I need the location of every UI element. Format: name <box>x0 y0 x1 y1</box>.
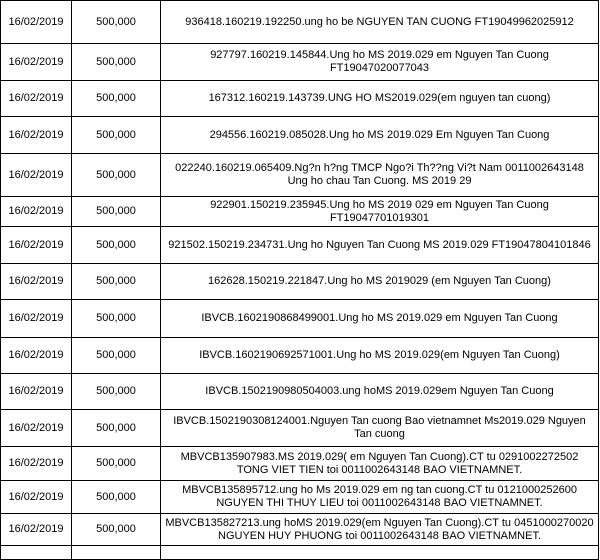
description-cell: 167312.160219.143739.UNG HO MS2019.029(em nguyen tan cuong) <box>161 81 599 117</box>
amount-cell: 500,000 <box>72 227 161 264</box>
description-cell: IBVCB.1602190692571001.Ung ho MS 2019.029(em Nguyen Tan Cuong) <box>161 338 599 374</box>
amount-cell: 500,000 <box>72 197 161 227</box>
amount-cell: 500,000 <box>72 81 161 117</box>
amount-cell: 500,000 <box>72 447 161 481</box>
table-row <box>1 264 599 300</box>
table-row <box>1 447 599 481</box>
table-row <box>1 44 599 81</box>
description-cell: 936418.160219.192250.ung ho be NGUYEN TAN CUONG FT19049962025912 <box>161 1 599 44</box>
date-cell: 16/02/2019 <box>1 154 72 197</box>
table-row <box>1 481 599 514</box>
table-row <box>1 514 599 546</box>
table-row <box>1 374 599 410</box>
amount-cell: 500,000 <box>72 514 161 546</box>
date-cell: 16/02/2019 <box>1 117 72 154</box>
table-row <box>1 546 599 560</box>
date-cell: 16/02/2019 <box>1 1 72 44</box>
table-row <box>1 81 599 117</box>
description-cell: 022240.160219.065409.Ng?n h?ng TMCP Ngo?i Th??ng Vi?t Nam 0011002643148 Ung ho chau Tan Cuong. MS 2019 29 <box>161 154 599 197</box>
date-cell: 16/02/2019 <box>1 197 72 227</box>
table-row <box>1 300 599 338</box>
description-cell: IBVCB.1502190980504003.ung hoMS 2019.029em Nguyen Tan Cuong <box>161 374 599 410</box>
amount-cell: 500,000 <box>72 374 161 410</box>
date-cell <box>1 546 72 560</box>
date-cell: 16/02/2019 <box>1 447 72 481</box>
table-row <box>1 410 599 447</box>
amount-cell: 500,000 <box>72 154 161 197</box>
description-cell: IBVCB.1602190868499001.Ung ho MS 2019.029 em Nguyen Tan Cuong <box>161 300 599 338</box>
description-cell: IBVCB.1502190308124001.Nguyen Tan cuong Bao vietnamnet Ms2019.029 Nguyen Tan cuong <box>161 410 599 447</box>
date-cell: 16/02/2019 <box>1 514 72 546</box>
date-cell: 16/02/2019 <box>1 300 72 338</box>
date-cell: 16/02/2019 <box>1 44 72 81</box>
description-cell: 927797.160219.145844.Ung ho MS 2019.029 em Nguyen Tan Cuong FT19047020077043 <box>161 44 599 81</box>
amount-cell: 500,000 <box>72 117 161 154</box>
description-cell: 921502.150219.234731.Ung ho Nguyen Tan Cuong MS 2019.029 FT19047804101846 <box>161 227 599 264</box>
table-row <box>1 1 599 44</box>
transaction-table-body <box>1 1 599 560</box>
table-row <box>1 117 599 154</box>
amount-cell: 500,000 <box>72 1 161 44</box>
table-row <box>1 227 599 264</box>
date-cell: 16/02/2019 <box>1 481 72 514</box>
amount-cell: 500,000 <box>72 264 161 300</box>
table-row <box>1 197 599 227</box>
amount-cell: 500,000 <box>72 44 161 81</box>
description-cell: 294556.160219.085028.Ung ho MS 2019.029 Em Nguyen Tan Cuong <box>161 117 599 154</box>
description-cell: MBVCB135895712.ung ho Ms 2019.029 em ng tan cuong.CT tu 0121000252600 NGUYEN THI THUY LIEU toi 0011002643148 BAO VIETNAMNET. <box>161 481 599 514</box>
table-row <box>1 154 599 197</box>
date-cell: 16/02/2019 <box>1 374 72 410</box>
description-cell: MBVCB135907983.MS 2019.029( em Nguyen Tan Cuong).CT tu 0291002272502 TONG VIET TIEN toi 0011002643148 BAO VIETNAMNET. <box>161 447 599 481</box>
date-cell: 16/02/2019 <box>1 227 72 264</box>
description-cell: MBVCB135827213.ung hoMS 2019.029(em Nguyen Tan Cuong).CT tu 0451000270020 NGUYEN HUY PHUONG toi 0011002643148 BAO VIETNAMNET. <box>161 514 599 546</box>
description-cell: 922901.150219.235945.Ung ho MS 2019 029 em Nguyen Tan Cuong FT19047701019301 <box>161 197 599 227</box>
amount-cell: 500,000 <box>72 300 161 338</box>
date-cell: 16/02/2019 <box>1 410 72 447</box>
description-cell: 162628.150219.221847.Ung ho MS 2019029 (em Nguyen Tan Cuong) <box>161 264 599 300</box>
date-cell: 16/02/2019 <box>1 81 72 117</box>
date-cell: 16/02/2019 <box>1 264 72 300</box>
table-row <box>1 338 599 374</box>
amount-cell <box>72 546 161 560</box>
amount-cell: 500,000 <box>72 481 161 514</box>
amount-cell: 500,000 <box>72 410 161 447</box>
amount-cell: 500,000 <box>72 338 161 374</box>
date-cell: 16/02/2019 <box>1 338 72 374</box>
description-cell <box>161 546 599 560</box>
